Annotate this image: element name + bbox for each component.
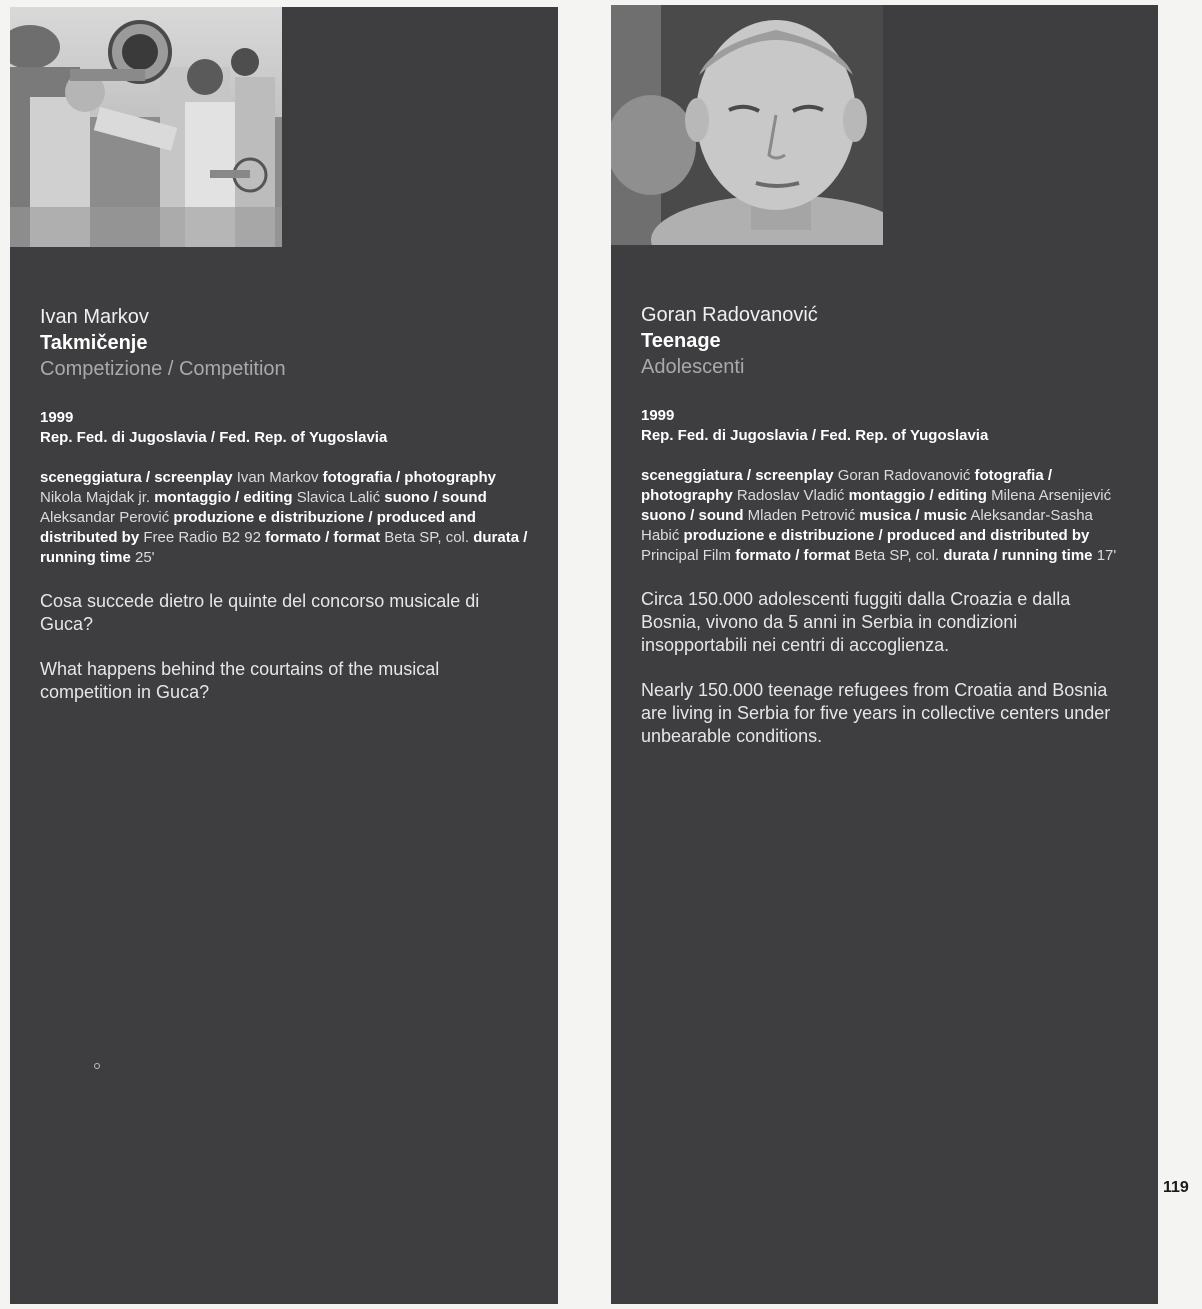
credit-value: Ivan Markov [236,469,319,486]
credit-value: Beta SP, col. [854,547,940,564]
credit-value: Principal Film [641,547,732,564]
credit-label: durata / running time [40,529,528,566]
credit-value: Radoslav Vladić [736,487,845,504]
credit-value: Free Radio B2 92 [143,529,261,546]
credit-label: fotografia / photography [322,469,496,486]
film-still-brass-band [10,7,282,247]
director-name: Ivan Markov [40,306,149,328]
credit-label: montaggio / editing [848,487,987,504]
film-country: Rep. Fed. di Jugoslavia / Fed. Rep. of Yugoslavia [40,429,388,446]
description-italian [641,588,1128,657]
description-text: Circa 150.000 adolescenti fuggiti dalla Croazia e dalla Bosnia, vivono da 5 anni in Serbia in condizioni insopportabili nei centri di accoglienza. [641,589,1071,655]
credit-label: sceneggiatura / screenplay [641,467,834,484]
credit-label: formato / format [735,547,851,564]
credit-label: suono / sound [641,507,744,524]
description-english [40,658,528,704]
credit-value: Aleksandar-Sasha Habić [641,507,1093,544]
film-subtitle: Competizione / Competition [40,358,286,380]
film-year: 1999 [40,409,74,426]
stray-dot-mark [94,1063,100,1069]
page-number: 119 [1163,1179,1189,1196]
film-title: Takmičenje [40,332,148,354]
film-info-right [641,302,1128,748]
credit-label: suono / sound [384,489,487,506]
credit-label: produzione e distribuzione / produced and distributed by [40,509,476,546]
credit-value: 17' [1096,547,1117,564]
description-english [641,679,1128,748]
film-subtitle: Adolescenti [641,356,745,378]
director-name: Goran Radovanović [641,304,818,326]
credit-label: montaggio / editing [154,489,293,506]
film-entry-left [10,7,558,1304]
film-still-teenage-boy [611,5,883,245]
film-year: 1999 [641,407,675,424]
film-info-left [40,304,528,704]
credit-value: Beta SP, col. [384,529,470,546]
credit-label: durata / running time [943,547,1093,564]
credit-label: musica / music [859,507,967,524]
credit-value: 25' [135,549,155,566]
credit-label: produzione e distribuzione / produced and distributed by [683,527,1090,544]
description-text: Nearly 150.000 teenage refugees from Croatia and Bosnia are living in Serbia for five years in collective centers under unbearable conditions. [641,680,1111,746]
credit-value: Mladen Petrović [747,507,856,524]
film-credits [40,468,528,568]
credit-label: sceneggiatura / screenplay [40,469,233,486]
description-italian [40,590,528,636]
description-text: What happens behind the courtains of the musical competition in Guca? [40,659,440,702]
credit-value: Nikola Majdak jr. [40,489,151,506]
film-country: Rep. Fed. di Jugoslavia / Fed. Rep. of Yugoslavia [641,427,989,444]
credit-value: Slavica Lalić [296,489,381,506]
credit-value: Aleksandar Perović [40,509,170,526]
description-text: Cosa succede dietro le quinte del concorso musicale di Guca? [40,591,480,634]
credit-label: formato / format [265,529,381,546]
credit-value: Milena Arsenijević [991,487,1112,504]
film-credits [641,466,1128,566]
credit-label: fotografia / photography [641,467,1053,504]
film-title: Teenage [641,330,721,352]
film-entry-right [611,5,1158,1304]
credit-value: Goran Radovanović [837,467,971,484]
